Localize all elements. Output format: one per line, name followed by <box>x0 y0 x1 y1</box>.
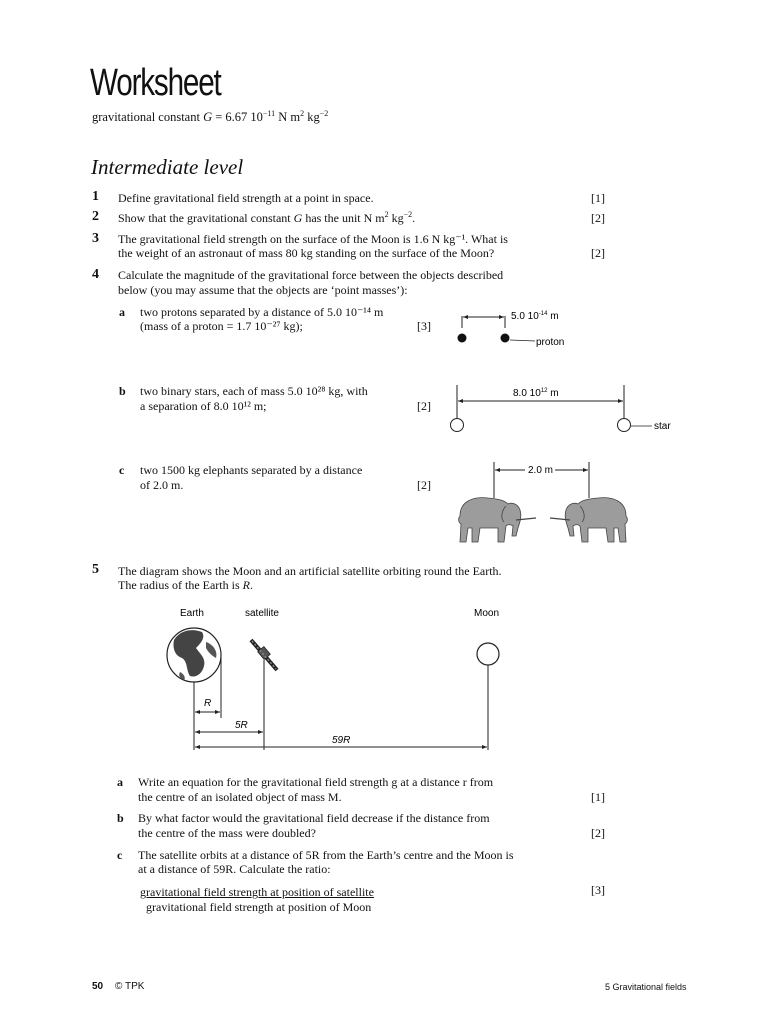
proton-dot <box>501 334 510 343</box>
question-text-line2: below (you may assume that the objects are ‘point masses’): <box>118 283 408 297</box>
proton-dot <box>458 334 467 343</box>
ratio-numerator: gravitational field strength at position of satellite <box>140 885 374 899</box>
arrow-head <box>258 730 263 734</box>
question-number: 2 <box>92 209 99 224</box>
chapter-title: 5 Gravitational fields <box>605 982 687 992</box>
question-text-line1: The gravitational field strength on the surface of the Moon is 1.6 N kg⁻¹. What is <box>118 232 508 246</box>
marks: [2] <box>591 826 605 840</box>
marks: [1] <box>591 191 605 205</box>
star-label: star <box>654 421 671 432</box>
question-text-line1: Calculate the magnitude of the gravitational force between the objects described <box>118 268 504 282</box>
worksheet-title: Worksheet <box>90 62 221 104</box>
moon-label: Moon <box>474 608 500 619</box>
question-text: Define gravitational field strength at a point in space. <box>118 191 374 205</box>
distance-label: 5.0 $10^{-14}$ m <box>511 311 559 322</box>
arrow-head <box>583 468 588 472</box>
proton-label: proton <box>536 337 565 348</box>
subquestion-line1: two binary stars, each of mass 5.0 10²⁸ kg, with <box>140 384 368 398</box>
star-circle <box>618 419 631 432</box>
marks: [2] <box>417 478 431 492</box>
subquestion-line1: By what factor would the gravitational field decrease if the distance from <box>138 811 490 825</box>
marks: [3] <box>417 319 431 333</box>
distance-label: 2.0 m <box>528 465 554 476</box>
label-leader <box>510 340 535 341</box>
elephant-right-icon <box>550 498 627 542</box>
star-circle <box>451 419 464 432</box>
arrow-head <box>458 399 463 403</box>
elephant-left-icon <box>459 498 536 542</box>
subquestion-label: b <box>117 811 124 825</box>
marks: [2] <box>591 211 605 225</box>
subquestion-line1: Write an equation for the gravitational field strength g at a distance r from <box>138 775 494 789</box>
subquestion-line2: the centre of an isolated object of mass M. <box>138 790 342 804</box>
marks: [3] <box>591 883 605 897</box>
subquestion-line2: the centre of the mass were doubled? <box>138 826 316 840</box>
subquestion-label: c <box>119 463 125 477</box>
elephants-diagram <box>450 458 640 550</box>
question-text-line1: The diagram shows the Moon and an artificial satellite orbiting round the Earth. <box>118 564 502 578</box>
page-number: 50 <box>92 981 104 992</box>
satellite-label: satellite <box>245 608 279 619</box>
copyright: © TPK <box>115 981 145 992</box>
protons-diagram <box>440 300 600 355</box>
arrow-head <box>215 710 220 714</box>
subquestion-line2: at a distance of 59R. Calculate the ratio: <box>138 862 331 876</box>
arrow-head <box>463 315 468 319</box>
subquestion-label: c <box>117 848 123 862</box>
subquestion-line1: two protons separated by a distance of 5.0 10⁻¹⁴ m <box>140 305 384 319</box>
subquestion-line1: The satellite orbits at a distance of 5R from the Earth’s centre and the Moon is <box>138 848 514 862</box>
subquestion-label: b <box>119 384 126 398</box>
stars-diagram <box>440 380 680 440</box>
arrow-head <box>195 730 200 734</box>
arrow-head <box>499 315 504 319</box>
r-label: R <box>204 698 212 709</box>
subquestion-label: a <box>117 775 123 789</box>
subquestion-line1: two 1500 kg elephants separated by a distance <box>140 463 363 477</box>
ratio-denominator: gravitational field strength at position of Moon <box>146 900 372 914</box>
moon-circle <box>477 643 499 665</box>
subquestion-line2: (mass of a proton = 1.7 10⁻²⁷ kg); <box>140 319 303 333</box>
orbit-diagram <box>160 600 510 760</box>
earth-label: Earth <box>180 608 204 619</box>
question-text: Show that the gravitational constant G has the unit N $m^2$ $kg^{-2}$. <box>118 210 416 225</box>
question-number: 3 <box>92 231 99 246</box>
earth-icon <box>167 628 221 682</box>
arrow-head <box>195 745 200 749</box>
r59-label: 59R <box>332 735 351 746</box>
question-number: 5 <box>92 562 99 577</box>
subquestion-line2: a separation of 8.0 10¹² m; <box>140 399 267 413</box>
question-text-line2: the weight of an astronaut of mass 80 kg standing on the surface of the Moon? <box>118 246 495 260</box>
question-number: 4 <box>92 267 99 282</box>
marks: [2] <box>591 246 605 260</box>
marks: [2] <box>417 399 431 413</box>
arrow-head <box>482 745 487 749</box>
r5-label: 5R <box>235 720 248 731</box>
subquestion-line2: of 2.0 m. <box>140 478 184 492</box>
question-number: 1 <box>92 189 99 204</box>
arrow-head <box>495 468 500 472</box>
section-title: Intermediate level <box>91 155 244 179</box>
question-text-line2: The radius of the Earth is R. <box>118 578 253 592</box>
marks: [1] <box>591 790 605 804</box>
distance-label: 8.0 $10^{12}$ m <box>513 388 559 399</box>
gravitational-constant: gravitational constant G = 6.67 $10^{-11}$ N $m^2$ $kg^{-2}$ <box>92 109 329 124</box>
arrow-head <box>618 399 623 403</box>
subquestion-label: a <box>119 305 125 319</box>
arrow-head <box>195 710 200 714</box>
